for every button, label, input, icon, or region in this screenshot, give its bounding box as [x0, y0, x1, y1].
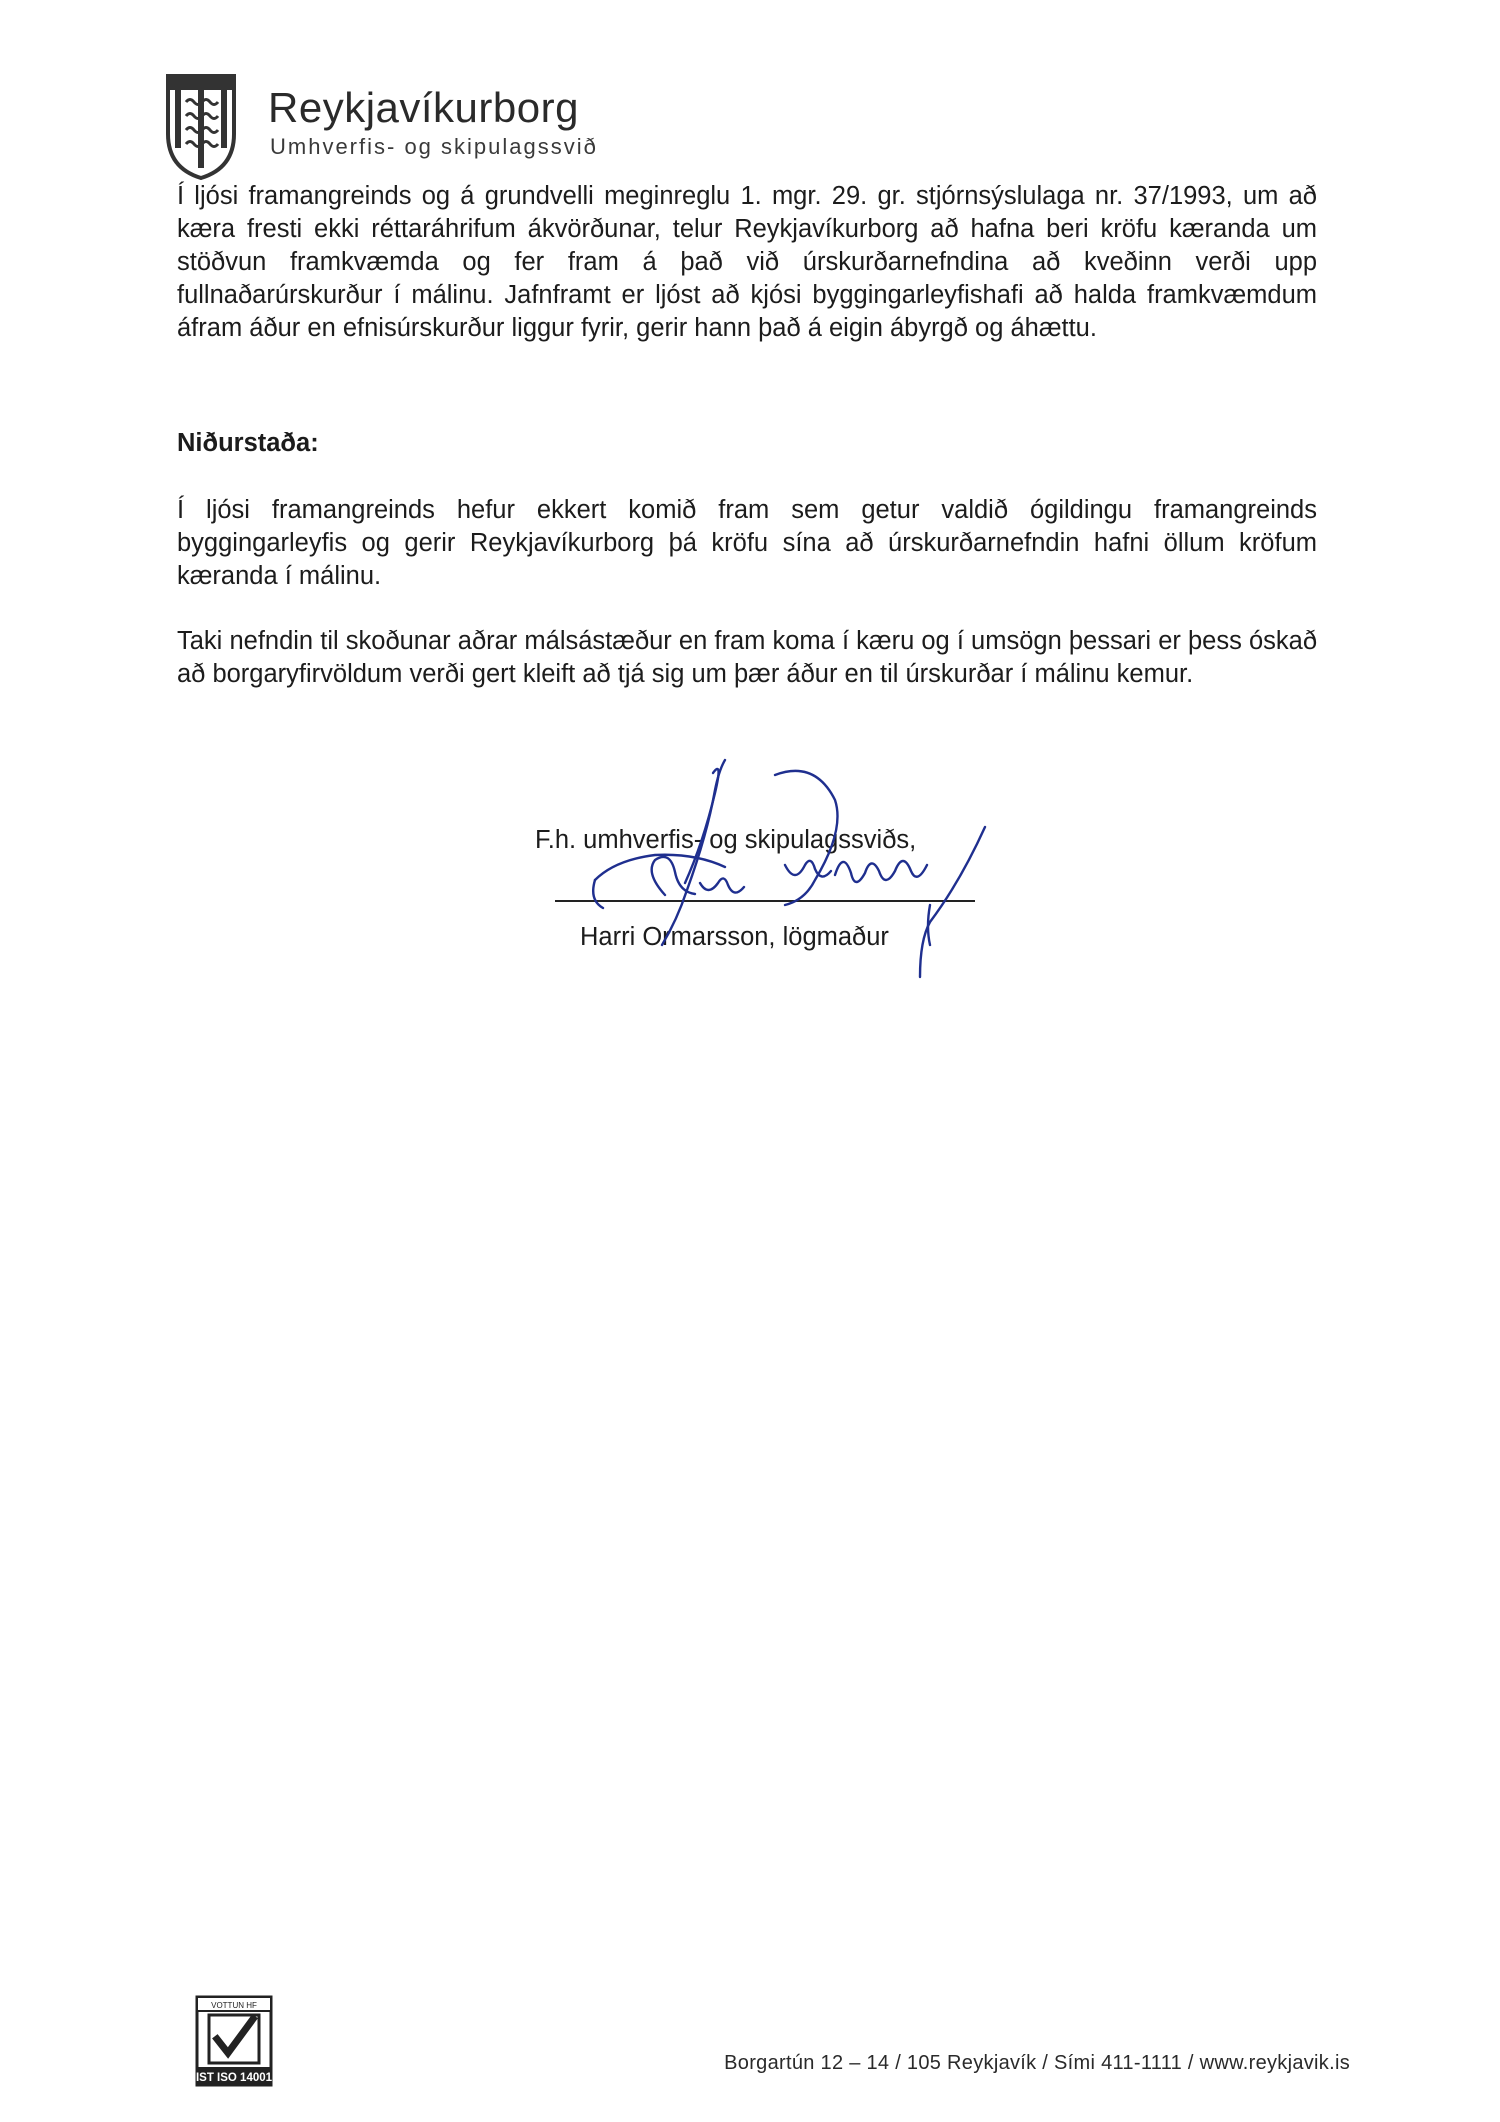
- paragraph-further-review: Taki nefndin til skoðunar aðrar málsástæður en fram koma í kæru og í umsögn þessari er þess óskað að borgaryfirvöldum verði gert kleift að tjá sig um þær áður en til úrskurðar í málinu kemur.: [177, 627, 1317, 688]
- organization-name: Reykjavíkurborg: [268, 84, 579, 131]
- certification-bottom-text: IST ISO 14001: [195, 2072, 273, 2084]
- letterhead: [162, 70, 862, 180]
- certification-top-text: VOTTUN HF: [211, 2001, 257, 2010]
- signer-name: Harri Ormarsson, lögmaður: [580, 923, 889, 951]
- paragraph-legal-basis: Í ljósi framangreinds og á grundvelli meginreglu 1. mgr. 29. gr. stjórnsýslulaga nr. 37/1993, um að kæra fresti ekki réttaráhrifum ákvörðunar, telur Reykjavíkurborg að hafna beri kröfu kæranda um stöðvun framkvæmda og fer fram á það við úrskurðarnefndina að kveðinn verði upp fullnaðarúrskurður í málinu. Jafnframt er ljóst að kjósi byggingarleyfishafi að halda framkvæmdum áfram áður en efnisúrskurður liggur fyrir, gerir hann það á eigin ábyrgð og áhættu.: [177, 182, 1317, 342]
- section-heading-conclusion: Niðurstaða:: [177, 429, 319, 457]
- footer-address: Borgartún 12 – 14 / 105 Reykjavík / Sími 411-1111 / www.reykjavik.is: [724, 2052, 1350, 2074]
- department-name: Umhverfis- og skipulagssvið: [270, 134, 598, 159]
- iso-certification-logo: [195, 1995, 273, 2087]
- signature-block: [535, 755, 1055, 985]
- signature-on-behalf-of: F.h. umhverfis- og skipulagssviðs,: [535, 826, 917, 854]
- signature-line: [555, 900, 975, 902]
- paragraph-conclusion: Í ljósi framangreinds hefur ekkert komið fram sem getur valdið ógildingu framangreinds byggingarleyfis og gerir Reykjavíkurborg þá kröfu sína að úrskurðarnefndin hafni öllum kröfum kæranda í málinu.: [177, 496, 1317, 590]
- reykjavik-crest-icon: [162, 72, 240, 180]
